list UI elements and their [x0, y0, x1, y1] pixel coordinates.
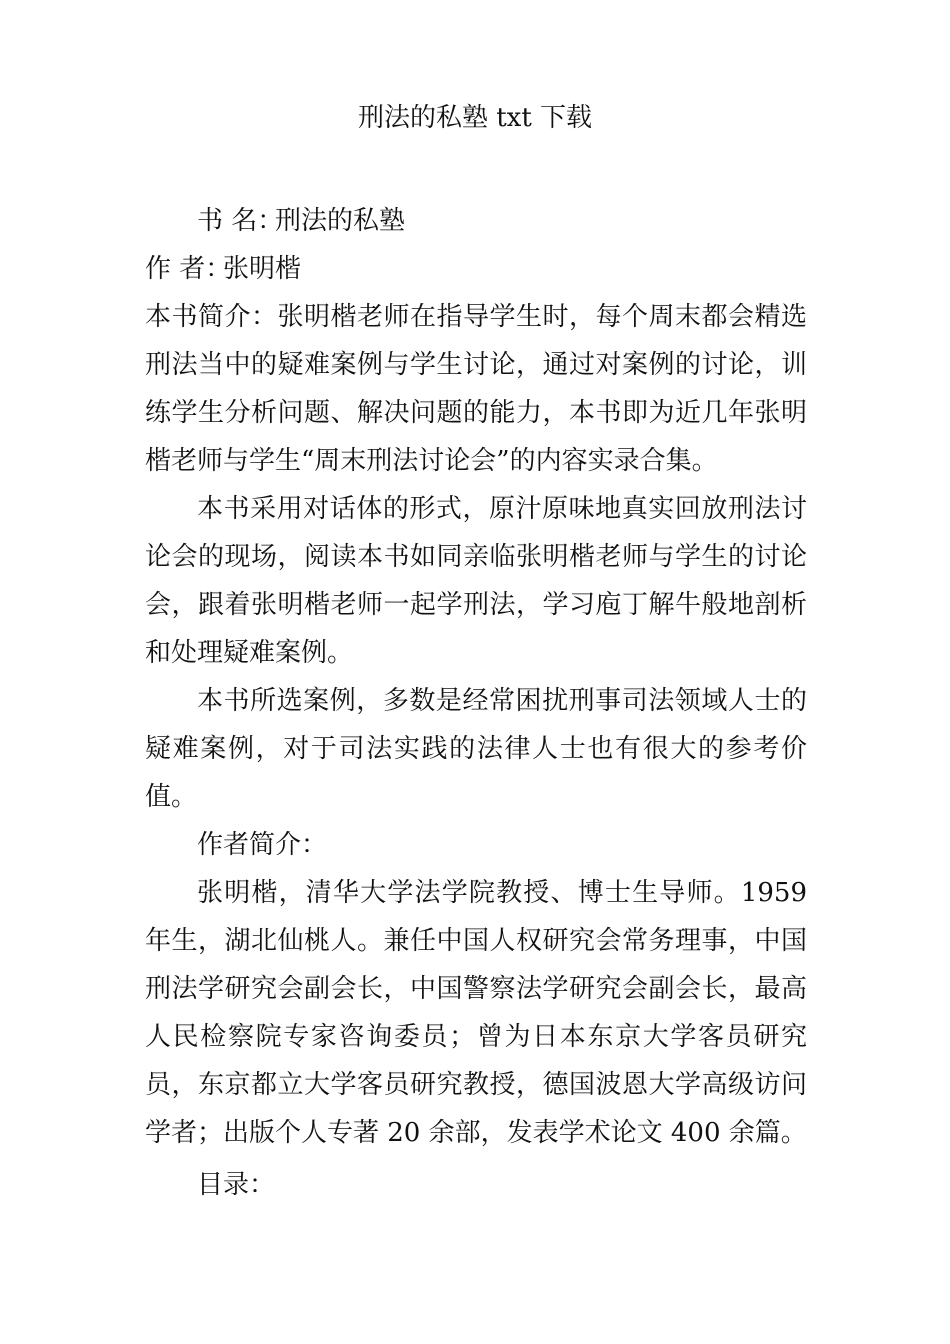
author-bio-paragraph: 张明楷，清华大学法学院教授、博士生导师。1959 年生，湖北仙桃人。兼任中国人权研究会常务理事，中国刑法学研究会副会长，中国警察法学研究会副会长，最高人民检察院专家咨询委员；曾为日本东京大学客员研究员，东京都立大学客员研究教授，德国波恩大学高级访问学者；出版个人专著 20 余部，发表学术论文 400 余篇。 — [145, 878, 807, 1148]
author-line — [145, 245, 807, 293]
document-title: 刑法的私塾 txt 下载 — [357, 103, 593, 133]
author-intro-heading: 作者简介： — [197, 830, 328, 860]
toc-heading: 目录： — [197, 1170, 276, 1200]
book-intro-paragraph: 本书简介：张明楷老师在指导学生时，每个周末都会精选刑法当中的疑难案例与学生讨论，通过对案例的讨论，训练学生分析问题、解决问题的能力，本书即为近几年张明楷老师与学生“周末刑法讨论会”的内容实录合集。 — [145, 302, 807, 476]
author-label: 作 者： — [145, 254, 232, 284]
document-body — [145, 197, 807, 1209]
book-name-label: 书 名： — [197, 206, 284, 236]
book-name-line — [145, 197, 807, 245]
cases-paragraph: 本书所选案例，多数是经常困扰刑事司法领域人士的疑难案例，对于司法实践的法律人士也有很大的参考价值。 — [145, 686, 807, 812]
format-paragraph: 本书采用对话体的形式，原汁原味地真实回放刑法讨论会的现场，阅读本书如同亲临张明楷老师与学生的讨论会，跟着张明楷老师一起学刑法，学习庖丁解牛般地剖析和处理疑难案例。 — [145, 494, 807, 668]
author-value: 张明楷 — [223, 254, 302, 284]
book-name-value: 刑法的私塾 — [275, 206, 406, 236]
